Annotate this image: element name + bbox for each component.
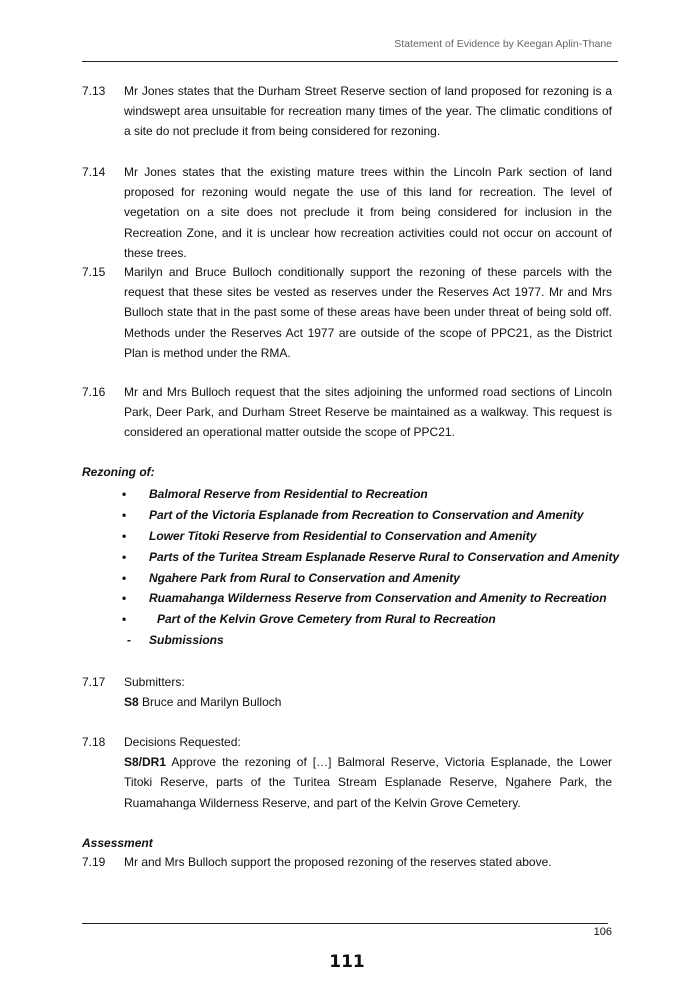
rezoning-heading: Rezoning of: [82,465,155,479]
paragraph-number: 7.15 [82,265,106,279]
paragraph-text: Mr and Mrs Bulloch support the proposed rezoning of the reserves stated above. [124,855,552,869]
list-item [122,568,619,589]
paragraph-number: 7.14 [82,165,106,179]
paragraph-7-14 [82,162,612,263]
list-item-text: Parts of the Turitea Stream Esplanade Reserve Rural to Conservation and Amenity [149,549,620,564]
list-item [122,588,619,609]
list-item-submissions [122,630,619,651]
paragraph-text: Mr Jones states that the Durham Street Reserve section of land proposed for rezoning is a windswept area unsuitable for recreation many times of the year. The climatic conditions of a site do not preclude it from being considered for rezoning. [124,84,612,139]
decisions-label: Decisions Requested: [124,735,241,749]
page-number: 106 [593,926,612,938]
bullet-icon: • [122,591,127,606]
list-item-text: Lower Titoki Reserve from Residential to Conservation and Amenity [149,528,537,543]
paragraph-text: Mr Jones states that the existing mature trees within the Lincoln Park section of land proposed for rezoning would negate the use of this land for recreation. The level of vegetation on a site does not preclude it from being considered for inclusion in the Recreation Zone, and it is unclear how recreation activities could not occur on account of these trees. [124,165,612,260]
list-item [122,547,619,568]
paragraph-number: 7.18 [82,735,106,749]
paragraph-number: 7.19 [82,855,106,869]
paragraph-7-18 [82,732,612,813]
list-item-text: Balmoral Reserve from Residential to Recreation [149,487,428,501]
submitters-label: Submitters: [124,675,185,689]
bullet-icon: • [122,570,127,585]
list-item [122,526,619,547]
assessment-heading: Assessment [82,836,153,850]
paragraph-number: 7.17 [82,675,106,689]
paragraph-number: 7.13 [82,84,106,98]
document-header: Statement of Evidence by Keegan Aplin-Thane [394,38,612,50]
list-item-text: Ruamahanga Wilderness Reserve from Conservation and Amenity to Recreation [149,591,607,606]
bullet-icon: • [122,507,127,522]
paragraph-text: Mr and Mrs Bulloch request that the sites adjoining the unformed road sections of Lincoln Park, Deer Park, and Durham Street Reserve be maintained as a walkway. This request is considered an operational matter outside the scope of PPC21. [124,385,612,440]
paragraph-7-15 [82,262,612,363]
paragraph-7-13 [82,81,612,142]
paragraph-7-19 [82,852,612,872]
submission-code: S8 [124,695,139,710]
list-item [122,505,619,526]
decision-code: S8/DR1 [124,755,167,770]
list-item-text: Submissions [149,633,224,648]
list-item-text: Ngahere Park from Rural to Conservation and Amenity [149,570,460,585]
decision-entry [124,752,612,813]
submitter-name: Bruce and Marilyn Bulloch [142,695,282,710]
decision-text: Approve the rezoning of […] Balmoral Reserve, Victoria Esplanade, the Lower Titoki Reserve, parts of the Turitea Stream Esplanade Reserve, Ngahere Park, the Ruamahanga Wilderness Reserve, and part of the Kelvin Grove Cemetery. [124,755,613,810]
paragraph-text: Marilyn and Bruce Bulloch conditionally support the rezoning of these parcels with the request that these sites be vested as reserves under the Reserves Act 1977. Mr and Mrs Bulloch state that in the past some of these areas have been under threat of being sold off. Methods under the Reserves Act 1977 are outside of the scope of PPC21, as the District Plan is method under the RMA. [124,265,612,360]
paragraph-number: 7.16 [82,385,106,399]
bullet-icon: • [122,612,127,627]
rezoning-list [122,484,619,651]
header-divider [82,61,618,62]
footer-divider [82,923,608,924]
bullet-icon: • [122,487,127,501]
list-item-text: Part of the Victoria Esplanade from Recreation to Conservation and Amenity [149,507,584,522]
bullet-icon: • [122,549,127,564]
submitter-entry [124,692,612,712]
list-item [122,609,619,630]
paragraph-7-16 [82,382,612,443]
list-item [122,484,619,505]
dash-icon: - [127,633,131,648]
document-page-stamp: 111 [329,952,365,972]
paragraph-7-17 [82,672,612,712]
bullet-icon: • [122,528,127,543]
list-item-text: Part of the Kelvin Grove Cemetery from Rural to Recreation [157,612,496,627]
